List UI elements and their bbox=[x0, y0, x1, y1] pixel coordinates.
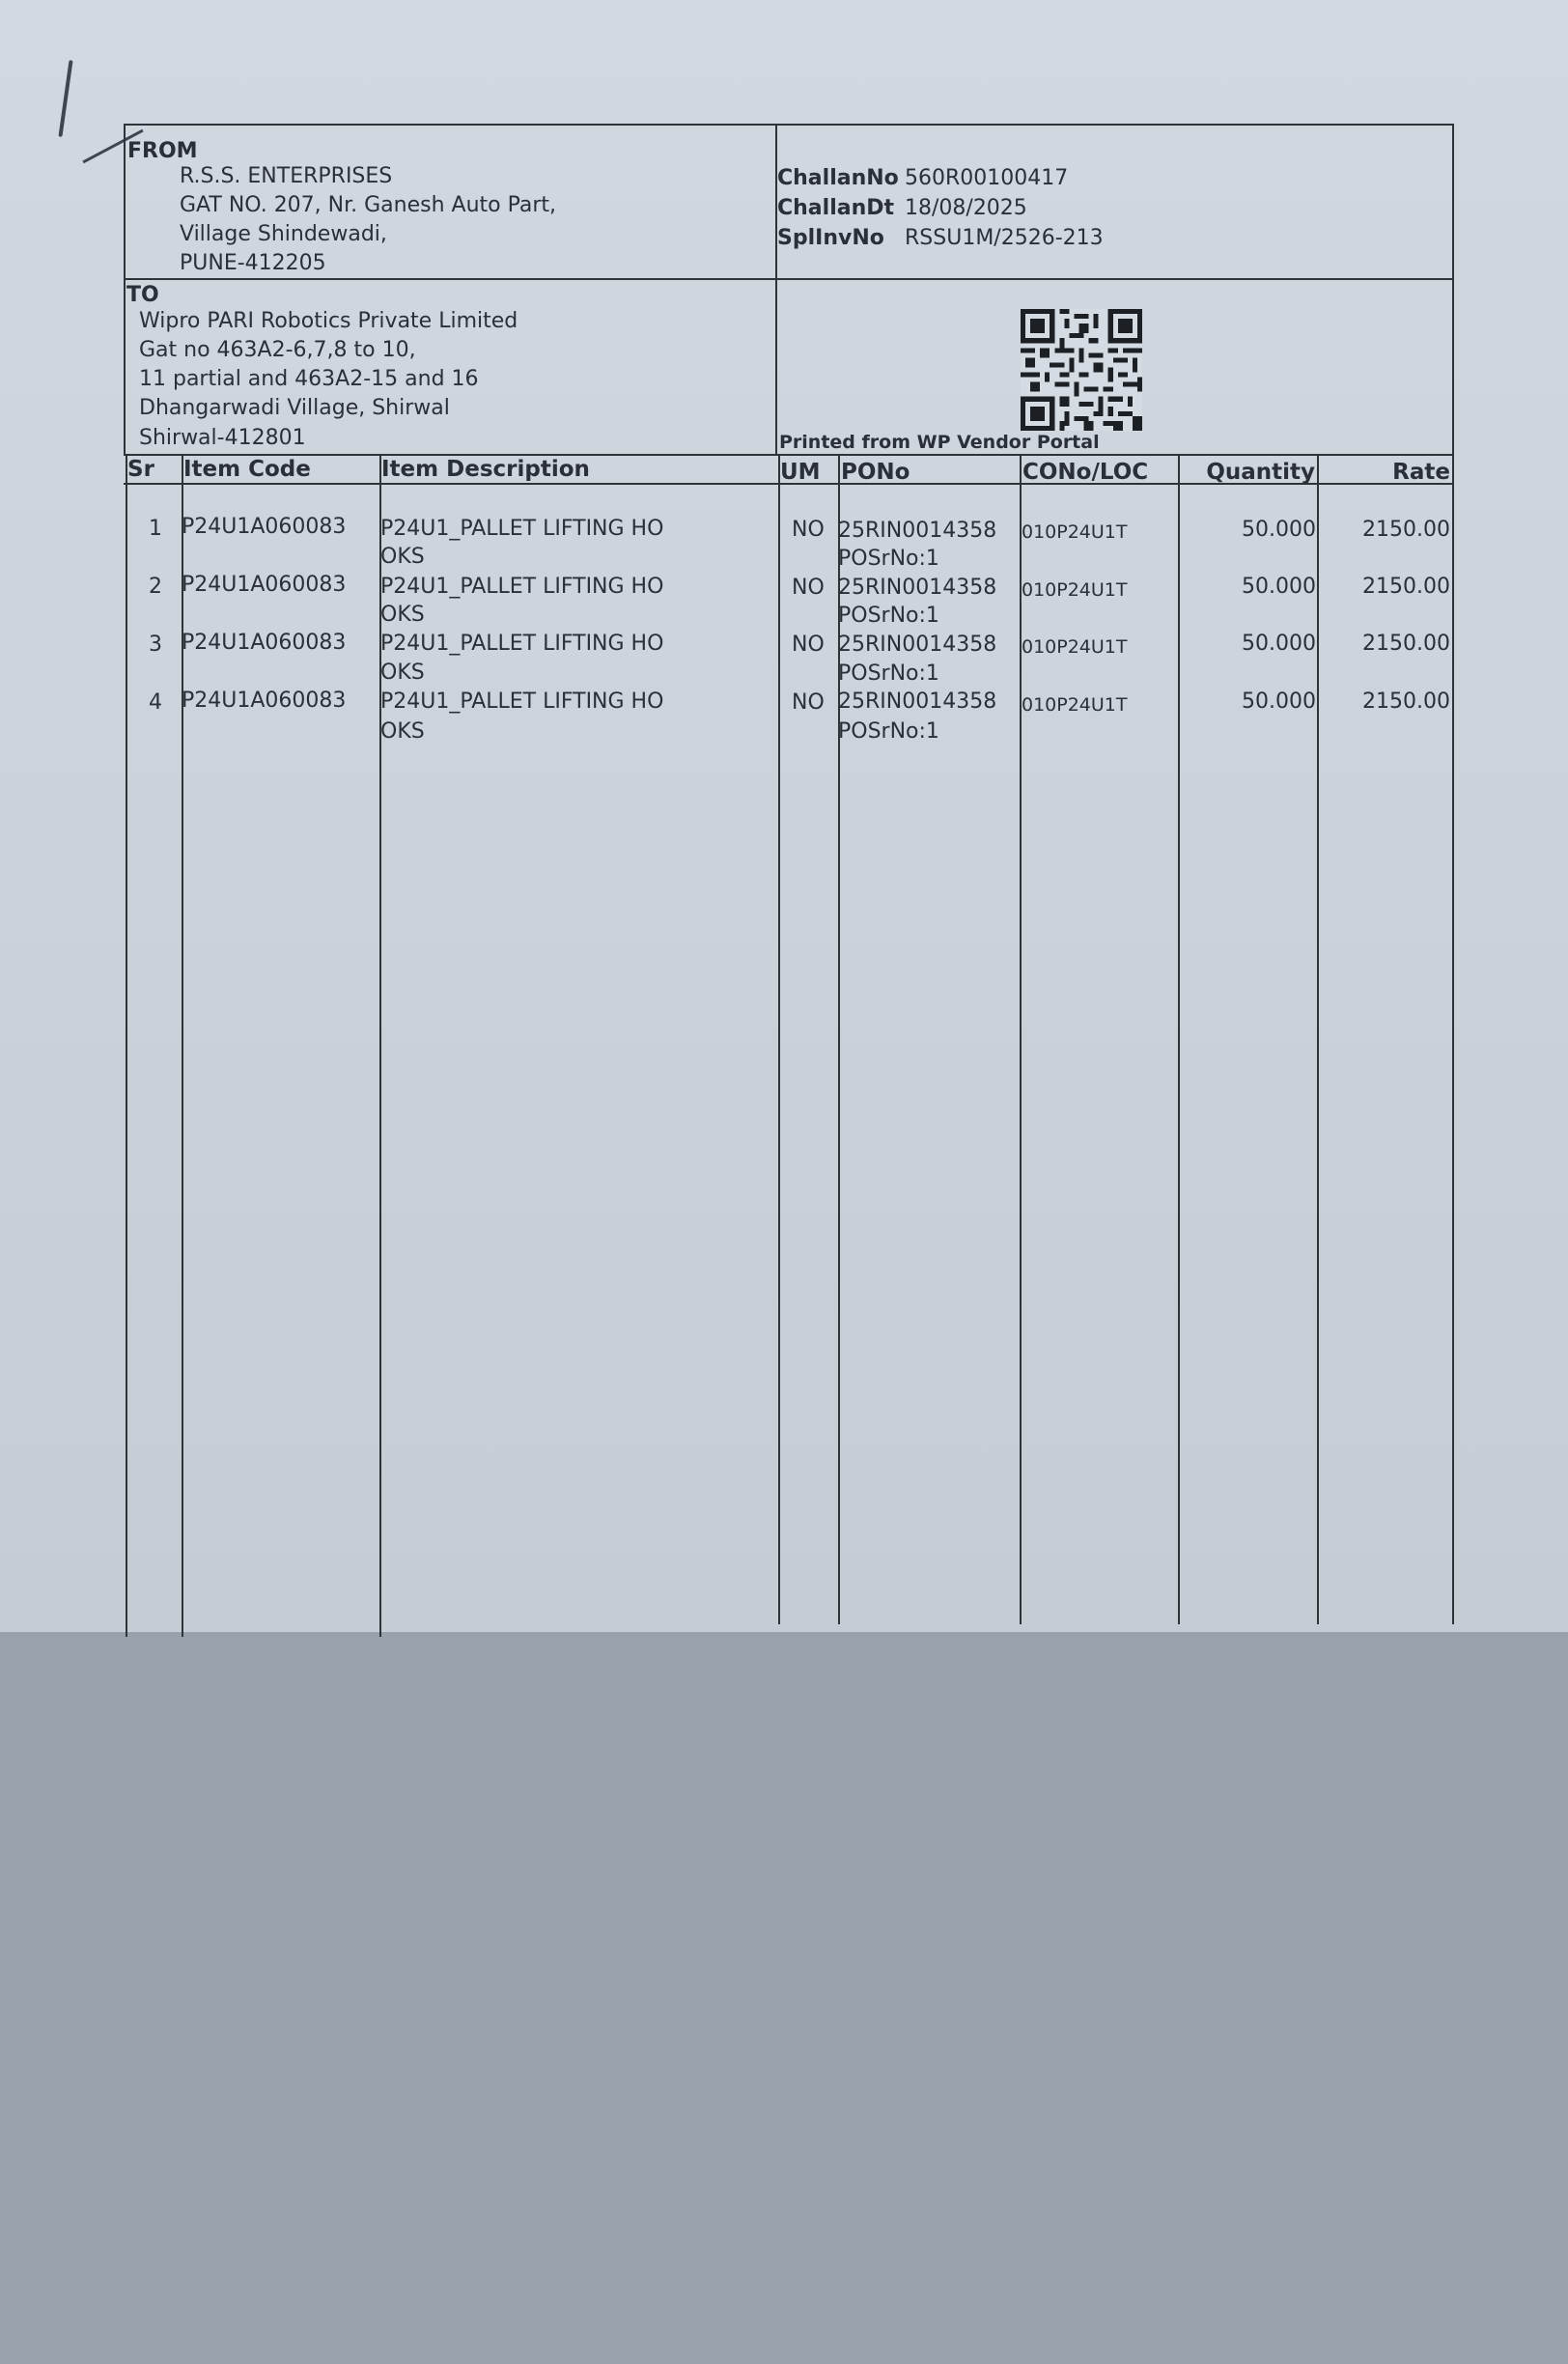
portal-note: Printed from WP Vendor Portal bbox=[779, 432, 1100, 453]
cell-po-no: 25RIN0014358 bbox=[838, 576, 997, 600]
spl-inv-label: SplInvNo bbox=[777, 226, 884, 250]
to-name: Wipro PARI Robotics Private Limited bbox=[139, 309, 518, 333]
col-header-po-no: PONo bbox=[841, 460, 910, 485]
to-heading: TO bbox=[126, 283, 159, 307]
to-address-line: Shirwal-412801 bbox=[139, 426, 306, 450]
cell-rate: 2150.00 bbox=[1362, 632, 1450, 656]
col-divider bbox=[1020, 454, 1022, 1624]
cell-item-description: P24U1_PALLET LIFTING HO bbox=[380, 632, 664, 656]
cell-item-code: P24U1A060083 bbox=[182, 515, 347, 539]
col-header-quantity: Quantity bbox=[1206, 460, 1315, 485]
cell-quantity: 50.000 bbox=[1242, 690, 1316, 714]
to-address-line: 11 partial and 463A2-15 and 16 bbox=[139, 367, 479, 391]
col-header-sr: Sr bbox=[127, 457, 154, 482]
cell-item-description: P24U1_PALLET LIFTING HO bbox=[380, 517, 664, 541]
from-address-line: PUNE-412205 bbox=[180, 251, 326, 275]
staple-mark bbox=[58, 60, 72, 137]
cell-quantity: 50.000 bbox=[1242, 575, 1316, 599]
challan-no-label: ChallanNo bbox=[777, 166, 899, 190]
qr-code-icon bbox=[1019, 309, 1144, 431]
col-header-item-description: Item Description bbox=[381, 457, 590, 482]
cell-rate: 2150.00 bbox=[1362, 518, 1450, 542]
cell-um: NO bbox=[792, 518, 825, 542]
cell-po-sr: POSrNo:1 bbox=[838, 719, 939, 744]
cell-po-no: 25RIN0014358 bbox=[838, 690, 997, 714]
cell-um: NO bbox=[792, 690, 825, 715]
cell-quantity: 50.000 bbox=[1242, 518, 1316, 542]
challan-date-label: ChallanDt bbox=[777, 196, 895, 220]
cell-item-description-cont: OKS bbox=[380, 661, 425, 685]
cell-sr: 1 bbox=[149, 517, 162, 541]
cell-item-description: P24U1_PALLET LIFTING HO bbox=[380, 690, 664, 714]
col-header-rate: Rate bbox=[1392, 460, 1450, 485]
cell-um: NO bbox=[792, 633, 825, 657]
cell-sr: 4 bbox=[149, 690, 162, 715]
cell-item-description-cont: OKS bbox=[380, 545, 425, 569]
cell-po-sr: POSrNo:1 bbox=[838, 604, 939, 628]
cell-item-description: P24U1_PALLET LIFTING HO bbox=[380, 575, 664, 599]
cell-rate: 2150.00 bbox=[1362, 690, 1450, 714]
cell-co-no-loc: 010P24U1T bbox=[1022, 694, 1128, 716]
from-name: R.S.S. ENTERPRISES bbox=[180, 164, 393, 188]
cell-um: NO bbox=[792, 576, 825, 600]
cell-po-no: 25RIN0014358 bbox=[838, 519, 997, 543]
cell-co-no-loc: 010P24U1T bbox=[1022, 521, 1128, 543]
cell-item-description-cont: OKS bbox=[380, 719, 425, 744]
cell-item-code: P24U1A060083 bbox=[182, 573, 347, 597]
cell-sr: 2 bbox=[149, 575, 162, 599]
cell-item-code: P24U1A060083 bbox=[182, 689, 347, 713]
col-header-um: UM bbox=[780, 460, 821, 485]
from-heading: FROM bbox=[127, 139, 198, 163]
cell-sr: 3 bbox=[149, 633, 162, 657]
spl-inv-value: RSSU1M/2526-213 bbox=[905, 226, 1104, 250]
cell-po-no: 25RIN0014358 bbox=[838, 633, 997, 657]
cell-quantity: 50.000 bbox=[1242, 632, 1316, 656]
col-header-co-no-loc: CONo/LOC bbox=[1022, 460, 1149, 485]
from-to-divider bbox=[124, 278, 1454, 280]
table-right-border bbox=[1452, 454, 1454, 1624]
challan-date-value: 18/08/2025 bbox=[905, 196, 1027, 220]
col-header-item-code: Item Code bbox=[183, 457, 311, 482]
cell-item-description-cont: OKS bbox=[380, 603, 425, 627]
cell-co-no-loc: 010P24U1T bbox=[1022, 636, 1128, 658]
to-address-line: Gat no 463A2-6,7,8 to 10, bbox=[139, 338, 416, 362]
cell-item-code: P24U1A060083 bbox=[182, 631, 347, 655]
cell-co-no-loc: 010P24U1T bbox=[1022, 579, 1128, 601]
from-address-line: GAT NO. 207, Nr. Ganesh Auto Part, bbox=[180, 193, 557, 217]
cell-po-sr: POSrNo:1 bbox=[838, 661, 939, 686]
challan-no-value: 560R00100417 bbox=[905, 166, 1069, 190]
from-address-line: Village Shindewadi, bbox=[180, 222, 387, 246]
cell-rate: 2150.00 bbox=[1362, 575, 1450, 599]
col-divider bbox=[778, 454, 780, 1624]
to-address-line: Dhangarwadi Village, Shirwal bbox=[139, 396, 450, 420]
cell-po-sr: POSrNo:1 bbox=[838, 547, 939, 571]
